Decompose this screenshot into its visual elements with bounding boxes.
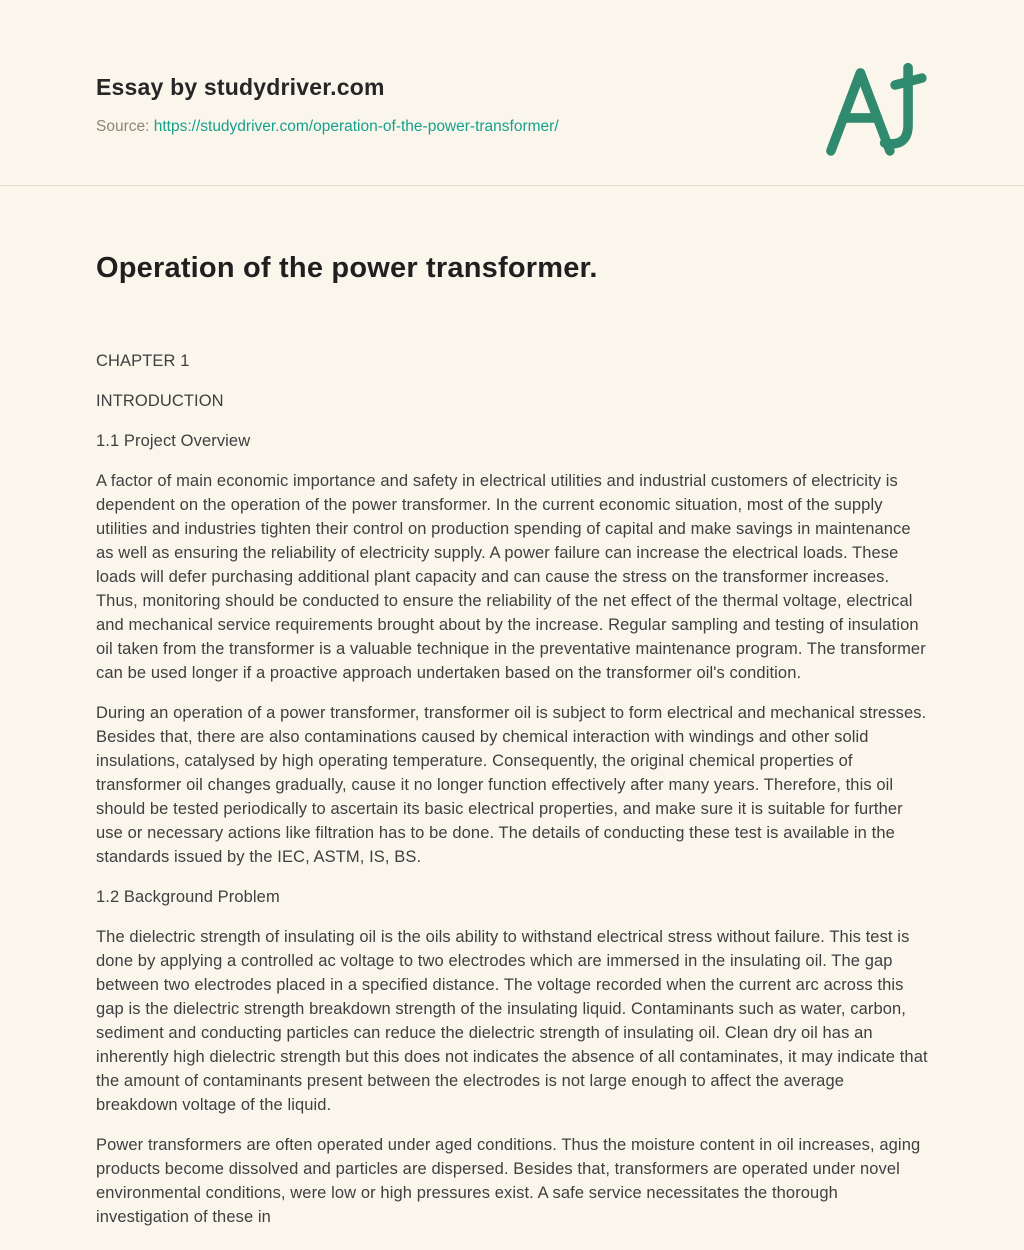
paragraph: Power transformers are often operated under aged conditions. Thus the moisture content in oil increases, aging products become dissolved and particles are dispersed. Besides that, transformers are operated under novel environmental conditions, were low or high pressures exist. A safe service necessitates the thorough investigation of these in — [96, 1136, 921, 1226]
section-heading: 1.2 Background Problem — [96, 888, 280, 906]
section-heading: CHAPTER 1 — [96, 352, 190, 370]
source-link[interactable]: https://studydriver.com/operation-of-the-power-transformer/ — [153, 118, 559, 135]
essay-byline: Essay by studydriver.com — [96, 74, 385, 100]
section-heading: INTRODUCTION — [96, 392, 224, 410]
source-line — [96, 118, 928, 136]
paragraph: A factor of main economic importance and safety in electrical utilities and industrial customers of electricity is dependent on the operation of the power transformer. In the current economic situation, most of the supply utilities and industries tighten their control on production spending of capital and make savings in maintenance as well as ensuring the reliability of electricity supply. A power failure can increase the electrical loads. These loads will defer purchasing additional plant capacity and can cause the stress on the transformer increases. Thus, monitoring should be conducted to ensure the reliability of the net effect of the thermal voltage, electrical and mechanical service requirements brought about by the increase. Regular sampling and testing of insulation oil taken from the transformer is a valuable technique in the preventative maintenance program. The transformer can be used longer if a proactive approach undertaken based on the transformer oil's condition. — [96, 472, 926, 682]
paragraph: The dielectric strength of insulating oil is the oils ability to withstand electrical stress without failure. This test is done by applying a controlled ac voltage to two electrodes which are immersed in the insulating oil. The gap between two electrodes placed in a specified distance. The voltage recorded when the current arc across this gap is the dielectric strength breakdown strength of the insulating liquid. Contaminants such as water, carbon, sediment and conducting particles can reduce the dielectric strength of insulating oil. Clean dry oil has an inherently high dielectric strength but this does not indicates the absence of all contaminates, it may indicate that the amount of contaminants present between the electrodes is not large enough to affect the average breakdown voltage of the liquid. — [96, 928, 928, 1114]
studydriver-logo-icon — [824, 62, 928, 160]
section-heading: 1.1 Project Overview — [96, 432, 251, 450]
document-title: Operation of the power transformer. — [96, 252, 598, 284]
header-divider — [0, 185, 1024, 186]
source-label: Source: — [96, 118, 150, 135]
studydriver-logo — [824, 62, 928, 160]
document-body — [96, 349, 929, 1229]
paragraph: During an operation of a power transformer, transformer oil is subject to form electrical and mechanical stresses. Besides that, there are also contaminations caused by chemical interaction with windings and other solid insulations, catalysed by high operating temperature. Consequently, the original chemical properties of transformer oil changes gradually, cause it no longer function effectively after many years. Therefore, this oil should be tested periodically to ascertain its basic electrical properties, and make sure it is suitable for further use or necessary actions like filtration has to be done. The details of conducting these test is available in the standards issued by the IEC, ASTM, IS, BS. — [96, 704, 927, 866]
